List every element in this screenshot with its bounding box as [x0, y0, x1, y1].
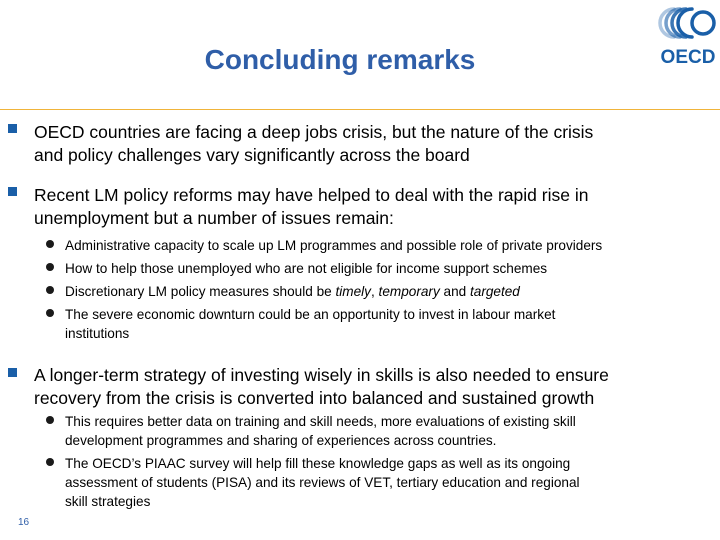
sub-bullet-3-2-line-1: The OECD’s PIAAC survey will help fill these knowledge gaps as well as its ongoing	[65, 456, 571, 471]
bullet-1-line-2: and policy challenges vary significantly across the board	[34, 145, 470, 165]
bullet-2-line-1: Recent LM policy reforms may have helped to deal with the rapid rise in	[34, 185, 589, 205]
svg-text:OECD: OECD	[660, 47, 716, 68]
sub-bullet-dot	[46, 416, 54, 424]
sub-bullet-3-1-line-2: development programmes and sharing of experiences across countries.	[65, 433, 497, 448]
sub-bullet-2-3: Discretionary LM policy measures should be timely, temporary and targeted	[65, 284, 520, 299]
sub-bullet-dot	[46, 309, 54, 317]
sub-bullet-2-2: How to help those unemployed who are not eligible for income support schemes	[65, 261, 548, 276]
bullet-3-line-2: recovery from the crisis is converted into balanced and sustained growth	[34, 388, 595, 408]
sub-bullet-dot	[46, 263, 54, 271]
page-number: 16	[18, 517, 30, 528]
bullet-square-2	[8, 187, 17, 196]
bullet-square-3	[8, 368, 17, 377]
bullet-1-line-1: OECD countries are facing a deep jobs crisis, but the nature of the crisis	[34, 122, 594, 142]
sub-bullet-dot	[46, 458, 54, 466]
oecd-logo	[656, 3, 720, 71]
sub-bullet-2-4-line-1: The severe economic downturn could be an opportunity to invest in labour market	[65, 307, 556, 322]
bullet-2-line-2: unemployment but a number of issues remain:	[34, 208, 394, 228]
bullet-3-line-1: A longer-term strategy of investing wisely in skills is also needed to ensure	[34, 365, 609, 385]
slide-title: Concluding remarks	[204, 44, 476, 75]
sub-bullet-2-4-line-2: institutions	[65, 326, 130, 341]
sub-bullet-3-2-line-2: assessment of students (PISA) and its reviews of VET, tertiary education and regional	[65, 475, 580, 490]
sub-bullet-dot	[46, 240, 54, 248]
sub-bullet-3-2-line-3: skill strategies	[65, 494, 151, 509]
sub-bullet-2-1: Administrative capacity to scale up LM programmes and possible role of private providers	[65, 238, 603, 253]
sub-bullet-3-1-line-1: This requires better data on training and skill needs, more evaluations of existing skill	[65, 414, 576, 429]
sub-bullet-dot	[46, 286, 54, 294]
title-divider	[0, 109, 720, 110]
bullet-square-1	[8, 124, 17, 133]
